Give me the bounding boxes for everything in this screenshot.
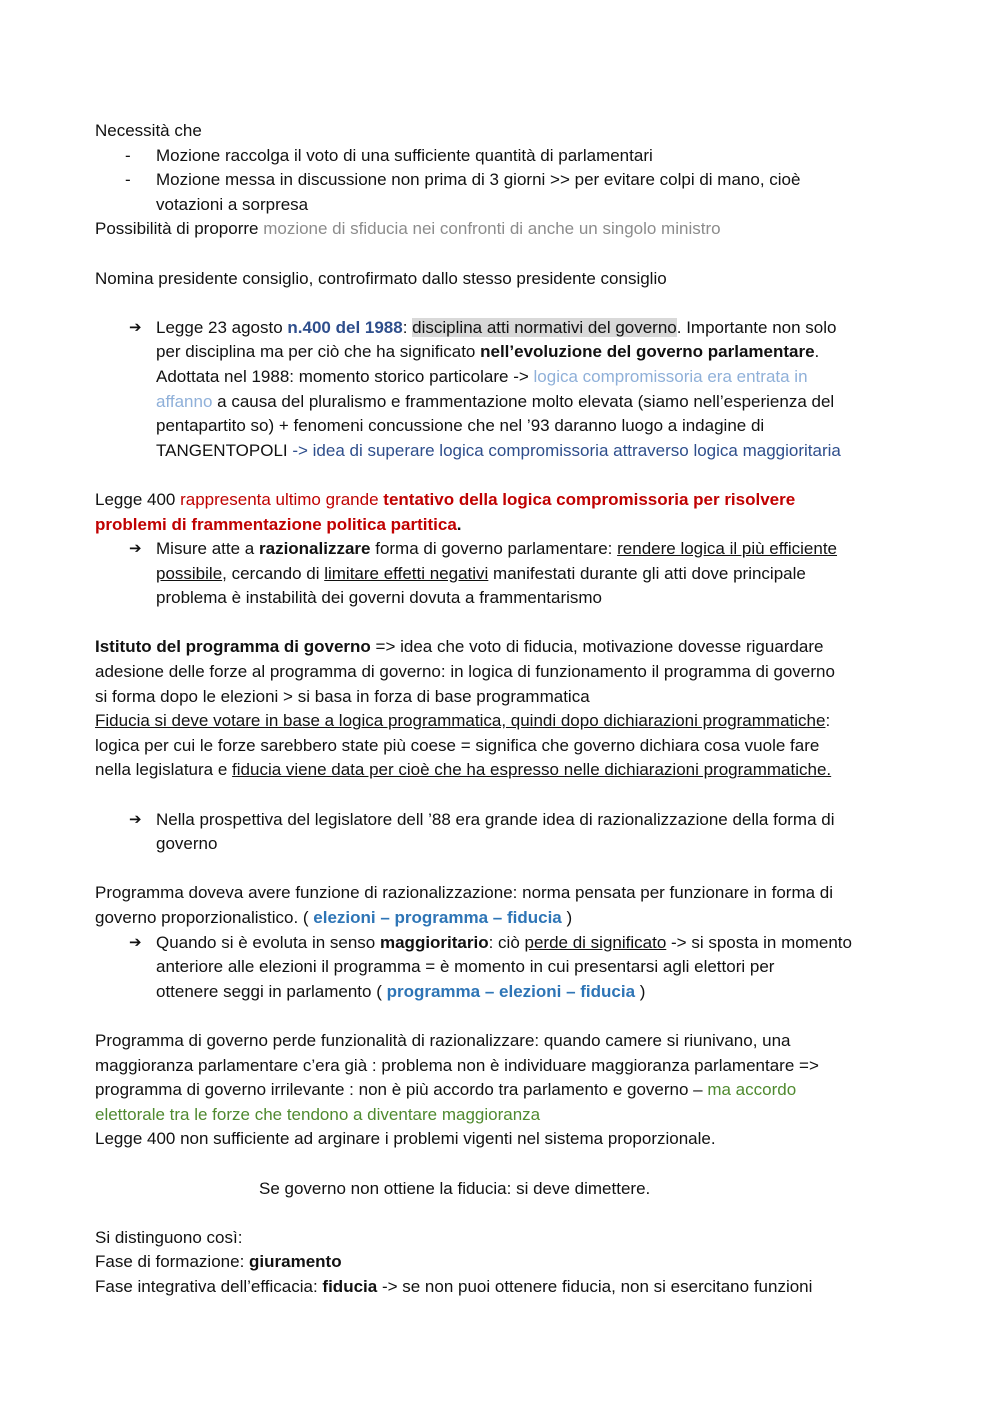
- paragraph-nomina: Nomina presidente consiglio, controfirmato dallo stesso presidente consiglio: [95, 268, 667, 288]
- highlight: disciplina atti normativi del governo: [412, 317, 677, 337]
- paragraph-istituto: Istituto del programma di governo => idea che voto di fiducia, motivazione dovesse riguardare: [95, 637, 824, 657]
- arrow-bullet-icon: ➔: [129, 933, 142, 951]
- arrow-item-prospettiva: ➔ Nella prospettiva del legislatore dell ’88 era grande idea di razionalizzazione della forma di governo: [129, 809, 835, 854]
- arrow-item-maggioritario: ➔ Quando si è evoluta in senso maggioritario: ciò perde di significato -> si sposta in momento anteriore alle elezioni il programma = è momento in cui presentarsi agli elettori per ottenere seggi in parlamento ( programma – elezioni – fiducia ): [129, 932, 852, 1001]
- paragraph-programma: Programma doveva avere funzione di razionalizzazione: norma pensata per funzionare in forma di: [95, 883, 834, 903]
- paragraph-legge-400: Legge 400 rappresenta ultimo grande tentativo della logica compromissoria per risolvere: [95, 489, 796, 509]
- list-item-continuation: votazioni a sorpresa: [156, 194, 309, 214]
- arrow-bullet-icon: ➔: [129, 318, 142, 336]
- fase-integrativa: Fase integrativa dell’efficacia: fiducia -> se non puoi ottenere fiducia, non si esercitano funzioni: [95, 1276, 813, 1296]
- dash-bullet: -: [125, 170, 131, 190]
- dash-bullet: -: [125, 145, 131, 165]
- paragraph-funzionalita: Programma di governo perde funzionalità di razionalizzare: quando camere si riunivano, una: [95, 1030, 791, 1050]
- list-item: - Mozione messa in discussione non prima di 3 giorni >> per evitare colpi di mano, cioè: [95, 168, 915, 193]
- document-body: Necessità che - Mozione raccolga il voto di una sufficiente quantità di parlamentari - Mozione messa in discussione non prima di 3 giorni >> per evitare colpi di mano, cioè votazioni a sorpresa Possibilità di proporre mozione di sfiducia nei confronti di anche un singolo ministro Nomina presidente consiglio, controfirmato dallo stesso presidente consiglio ➔ Legge 23 agosto n.400 del 1988: disciplina atti normativi del governo. Importante non solo per disciplina ma per ciò che ha significato nell’evoluzione del governo parlamentare. Adottata nel 1988: momento storico particolare -> logica compromissoria era entrata in affanno a causa del pluralismo e frammentazione molto elevata (siamo nell’esperienza del pentapartito so) + fenomeni concussione che nel ’93 daranno luogo a indagine di TANGENTOPOLI -> idea di superare logica compromissoria attraverso logica maggioritaria Legge 400 rappresenta ultimo grande tentativo della logica compromissoria per risolvere problemi di frammentazione politica partitica. ➔ Misure atte a razionalizzare forma di governo parlamentare: rendere logica il più efficiente possibile, cercando di limitare effetti negativi manifestati durante gli atti dove principale problema è instabilità dei governi dovuta a frammentarismo Istituto del programma di governo => idea che voto di fiducia, motivazione dovesse riguardare adesione delle forze al programma di governo: in logica di funzionamento il programma di governo si forma dopo le elezioni > si basa in forza di base programmatica Fiducia si deve votare in base a logica programmatica, quindi dopo dichiarazioni programmatiche: logica per cui le forze sarebbero state più coese = significa che governo dichiara cosa vuole fare nella legislatura e fiducia viene data per cioè che ha espresso nelle dichiarazioni programmatiche. ➔ Nella prospettiva del legislatore dell ’88 era grande idea di razionalizzazione della forma di governo Programma doveva avere funzione di razionalizzazione: norma pensata per funzionare in forma di governo proporzionalistico. ( elezioni – programma – fiducia ) ➔ Quando si è evoluta in senso maggioritario: ciò perde di significato -> si sposta in momento anteriore alle elezioni il programma = è momento in cui presentarsi agli elettori per ottenere seggi in parlamento ( programma – elezioni – fiducia ) Programma di governo perde funzionalità di razionalizzare: quando camere si riunivano, una maggioranza parlamentare c’era già : problema non è individuare maggioranza parlamentare => programma di governo irrilevante : non è più accordo tra parlamento e governo – ma accordo elettorale tra le forze che tendono a diventare maggioranza Legge 400 non sufficiente ad arginare i problemi vigenti nel sistema proporzionale. Se governo non ottiene la fiducia: si deve dimettere. Si distinguono così: Fase di formazione: giuramento Fase integrativa dell’efficacia: fiducia -> se non puoi ottenere fiducia, non si esercitano funzioni: [95, 119, 915, 1300]
- arrow-bullet-icon: ➔: [129, 540, 142, 558]
- arrow-item-misure: ➔ Misure atte a razionalizzare forma di governo parlamentare: rendere logica il più efficiente possibile, cercando di limitare effetti negativi manifestati durante gli atti dove principale problema è instabilità dei governi dovuta a frammentarismo: [129, 539, 838, 608]
- paragraph-necessita: Necessità che: [95, 121, 202, 140]
- arrow-item-legge: ➔ Legge 23 agosto n.400 del 1988: disciplina atti normativi del governo. Importante non solo per disciplina ma per ciò che ha significato nell’evoluzione del governo parlamentare. Adottata nel 1988: momento storico particolare -> logica compromissoria era entrata in affanno a causa del pluralismo e frammentazione molto elevata (siamo nell’esperienza del pentapartito so) + fenomeni concussione che nel ’93 daranno luogo a indagine di TANGENTOPOLI -> idea di superare logica compromissoria attraverso logica maggioritaria: [129, 317, 841, 460]
- list-item: - Mozione raccolga il voto di una sufficiente quantità di parlamentari: [95, 144, 915, 169]
- underlined-fiducia-text: Fiducia si deve votare in base a logica programmatica, quindi dopo dichiarazioni programmatiche: [95, 711, 826, 731]
- centered-statement: Se governo non ottiene la fiducia: si deve dimettere.: [259, 1178, 651, 1198]
- paragraph-sfiducia: Possibilità di proporre mozione di sfiducia nei confronti di anche un singolo ministro: [95, 219, 721, 239]
- arrow-bullet-icon: ➔: [129, 810, 142, 828]
- paragraph-distinguono: Si distinguono così:: [95, 1227, 243, 1247]
- fase-formazione: Fase di formazione: giuramento: [95, 1252, 342, 1272]
